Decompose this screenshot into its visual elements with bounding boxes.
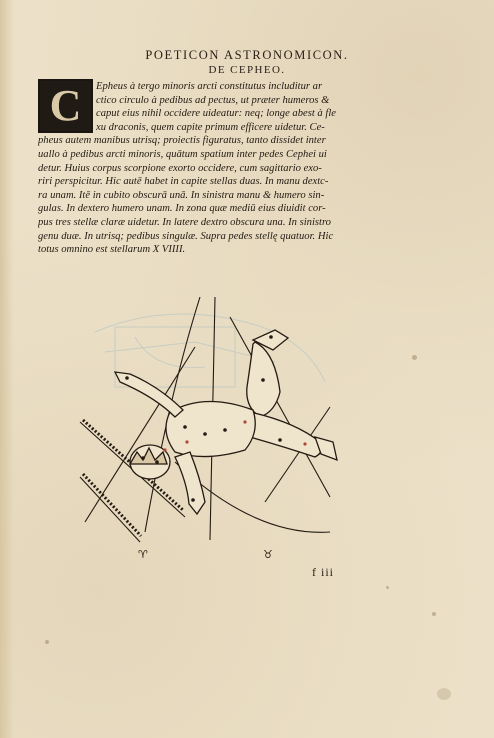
cepheus-woodcut-figure [75, 292, 355, 554]
section-heading: DE CEPHEO. [208, 64, 286, 76]
foxing-spot [432, 612, 436, 616]
body-line: Epheus à tergo minoris arcti constitutus includitur ar [96, 81, 323, 92]
body-line: genu duæ. In utrisq; pedibus singulæ. Supra pedes stellę quatuor. Hic [38, 230, 334, 242]
body-line: totus omnino est stellarum X VIIII. [38, 244, 186, 256]
running-head: POETICON ASTRONOMICON. [145, 48, 349, 62]
body-line: xu draconis, quem capite primum efficere uidetur. Ce- [96, 121, 325, 133]
body-line: gulas. In dextero humero unam. In zona quæ mediū eius diuidit cor- [38, 203, 326, 215]
body-line: pus tres stellæ claræ uidetur. In latere dextro obscura una. In sinistro [38, 216, 331, 228]
body-line: ra unam. Itē in cubito obscurā unā. In sinistra manu & humero sin- [38, 189, 325, 201]
body-line: riri perspicitur. Hic autē habet in capite stellas duas. In manu dextc- [38, 176, 329, 188]
body-line: ctico circulo à pedibus ad pectus, ut præter humeros & [96, 94, 330, 106]
foxing-spot [437, 688, 451, 700]
aries-sign: ♈ [138, 548, 148, 561]
foxing-spot [386, 586, 389, 589]
foxing-spot [412, 355, 417, 360]
body-text [38, 80, 380, 257]
body-line: detur. Huius corpus scorpione exorto occidere, cum sagittario exo- [38, 162, 322, 174]
body-line: uallo à pedibus arcti minoris, quātum spatium inter pedes Cephei ui [38, 148, 327, 160]
foxing-spot [45, 640, 49, 644]
taurus-sign: ♉ [263, 548, 273, 561]
body-line: pheus autem manibus utrisq; proiectis figuratus, tanto dissidet inter [38, 135, 326, 147]
figure-arm-right [175, 452, 205, 514]
body-line: caput eius nihil occidere uideatur: neq; longe abest à fle [96, 108, 336, 120]
drop-initial-letter: C [49, 81, 82, 130]
signature-mark: f iii [312, 565, 334, 579]
page-gutter [0, 0, 14, 738]
